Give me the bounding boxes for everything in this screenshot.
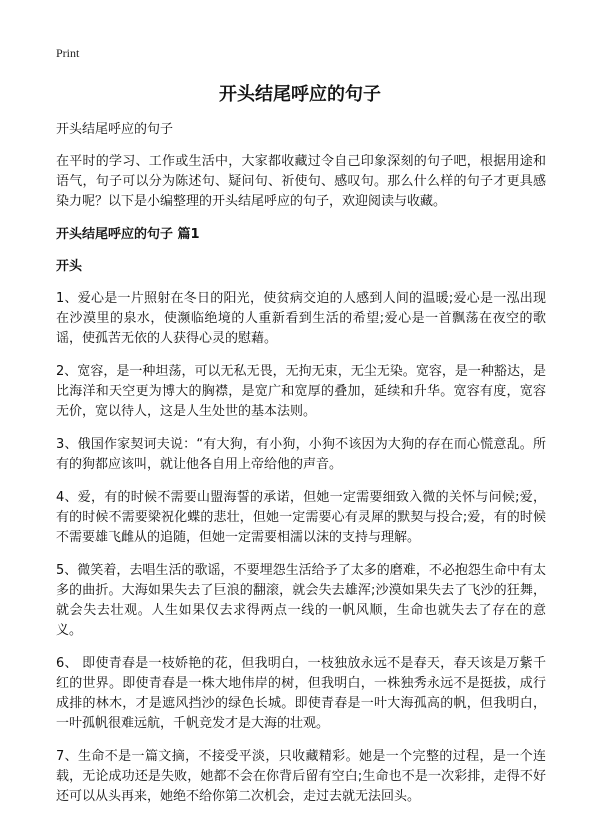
document-body — [56, 120, 546, 820]
list-item-6: 6、 即使青春是一枝娇艳的花，但我明白，一枝独放永远不是春天，春天该是万紫千红的世界。即使青春是一株大地伟岸的树，但我明白，一株独秀永远不是挺拔，成行成排的林木，才是遮风挡沙的绿色长城。即使青春是一叶大海孤高的帆，但我明白，一叶孤帆很难远航，千帆竞发才是大海的壮观。 — [56, 656, 546, 731]
list-item-1: 1、爱心是一片照射在冬日的阳光，使贫病交迫的人感到人间的温暖;爱心是一泓出现在沙漠里的泉水，使濒临绝境的人重新看到生活的希望;爱心是一首飘荡在夜空的歌谣，使孤苦无依的人获得心灵的慰藉。 — [56, 291, 546, 346]
print-label: Print — [56, 46, 80, 60]
document-subtitle: 开头结尾呼应的句子 — [56, 122, 174, 137]
document-title: 开头结尾呼应的句子 — [219, 84, 381, 105]
list-item-2: 2、宽容，是一种坦荡，可以无私无畏，无拘无束，无尘无染。宽容，是一种豁达，是比海洋和天空更为博大的胸襟，是宽广和宽厚的叠加，延续和升华。宽容有度，宽容无价，宽以待人，这是人生处世的基本法则。 — [56, 364, 546, 419]
section-heading: 开头结尾呼应的句子 篇1 — [56, 227, 200, 242]
list-item-3: 3、俄国作家契诃夫说：“有大狗，有小狗，小狗不该因为大狗的存在而心慌意乱。所有的狗都应该叫，就让他各自用上帝给他的声音。 — [56, 437, 546, 472]
intro-paragraph: 在平时的学习、工作或生活中，大家都收藏过令自己印象深刻的句子吧，根据用途和语气，句子可以分为陈述句、疑问句、祈使句、感叹句。那么什么样的句子才更具感染力呢？以下是小编整理的开头结尾呼应的句子，欢迎阅读与收藏。 — [56, 154, 546, 209]
sub-heading-opening: 开头 — [56, 259, 83, 274]
list-item-5: 5、微笑着，去唱生活的歌谣，不要埋怨生活给予了太多的磨难，不必抱怨生命中有太多的曲折。大海如果失去了巨浪的翻滚，就会失去雄浑;沙漠如果失去了飞沙的狂舞，就会失去壮观。人生如果仅去求得两点一线的一帆风顺，生命也就失去了存在的意义。 — [56, 563, 546, 638]
list-item-4: 4、爱，有的时候不需要山盟海誓的承诺，但她一定需要细致入微的关怀与问候;爱，有的时候不需要梁祝化蝶的悲壮，但她一定需要心有灵犀的默契与投合;爱，有的时候不需要雄飞雌从的追随，但她一定需要相濡以沫的支持与理解。 — [56, 490, 546, 545]
list-item-7: 7、生命不是一篇文摘，不接受平淡，只收藏精彩。她是一个完整的过程，是一个连载，无论成功还是失败，她都不会在你背后留有空白;生命也不是一次彩排，走得不好还可以从头再来，她绝不给你第二次机会，走过去就无法回头。 — [56, 749, 546, 804]
